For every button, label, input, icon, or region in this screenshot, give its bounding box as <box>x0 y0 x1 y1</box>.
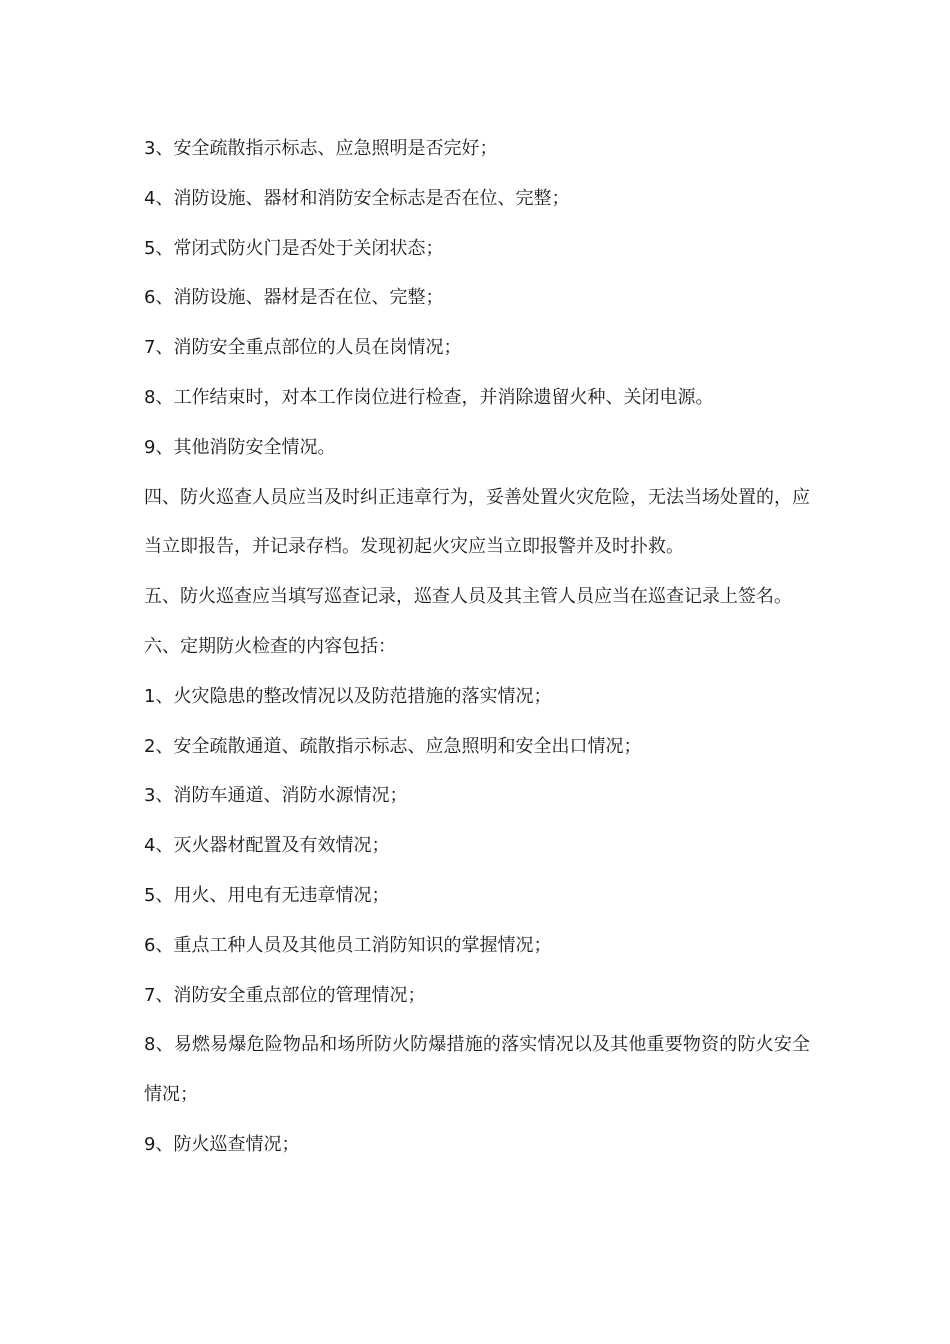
paragraph-section-5-records: 五、防火巡查应当填写巡查记录，巡查人员及其主管人员应当在巡查记录上签名。 <box>144 586 792 608</box>
paragraph-section-6-heading: 六、定期防火检查的内容包括： <box>144 635 396 657</box>
paragraph-item-3-exit-signs: 3、安全疏散指示标志、应急照明是否完好； <box>144 138 498 159</box>
paragraph-item-8-end-of-work: 8、工作结束时，对本工作岗位进行检查，并消除遗留火种、关闭电源。 <box>144 386 714 408</box>
paragraph-item-5-fire-doors: 5、常闭式防火门是否处于关闭状态； <box>144 237 444 259</box>
paragraph-check-2-evacuation: 2、安全疏散通道、疏散指示标志、应急照明和安全出口情况； <box>144 735 642 757</box>
paragraph-check-1-hazards: 1、火灾隐患的整改情况以及防范措施的落实情况； <box>144 685 552 707</box>
paragraph-check-4-extinguishers: 4、灭火器材配置及有效情况； <box>144 835 390 857</box>
paragraph-check-5-fire-electricity: 5、用火、用电有无违章情况； <box>144 884 390 906</box>
paragraph-item-7-personnel: 7、消防安全重点部位的人员在岗情况； <box>144 337 462 359</box>
document-body <box>144 124 810 1170</box>
paragraph-item-6-facilities: 6、消防设施、器材是否在位、完整； <box>144 287 444 309</box>
paragraph-section-4-correction: 四、防火巡查人员应当及时纠正违章行为，妥善处置火灾危险，无法当场处置的，应当立即报告，并记录存档。发现初起火灾应当立即报警并及时扑救。 <box>144 486 810 558</box>
paragraph-check-7-key-areas: 7、消防安全重点部位的管理情况； <box>144 984 426 1006</box>
paragraph-item-4-facilities-signs: 4、消防设施、器材和消防安全标志是否在位、完整； <box>144 187 570 209</box>
paragraph-check-9-patrol: 9、防火巡查情况； <box>144 1133 300 1155</box>
paragraph-check-6-knowledge: 6、重点工种人员及其他员工消防知识的掌握情况； <box>144 934 552 956</box>
paragraph-item-9-other: 9、其他消防安全情况。 <box>144 436 336 458</box>
paragraph-check-8-hazardous-materials: 8、易燃易爆危险物品和场所防火防爆措施的落实情况以及其他重要物资的防火安全情况； <box>144 1034 810 1106</box>
paragraph-check-3-fire-lanes: 3、消防车通道、消防水源情况； <box>144 785 408 807</box>
